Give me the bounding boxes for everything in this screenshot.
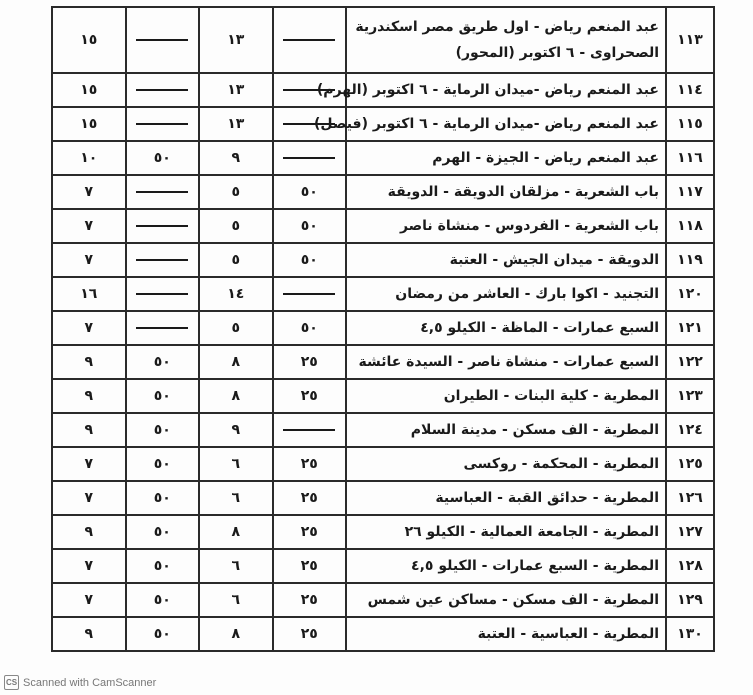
- fare-table: [51, 6, 715, 652]
- dash-mark: [136, 39, 188, 41]
- fare-cell-3-text: ٥٠: [153, 592, 171, 608]
- route-path-cell: [346, 447, 666, 481]
- table-row: [52, 481, 714, 515]
- dash-mark: [136, 123, 188, 125]
- fare-cell-3: [126, 345, 200, 379]
- route-path-cell: [346, 141, 666, 175]
- fare-cell-2: [199, 379, 273, 413]
- fare-cell-4-text: ٩: [84, 524, 94, 540]
- table-row: [52, 413, 714, 447]
- table-row: [52, 447, 714, 481]
- fare-cell-2-text: ٦: [231, 490, 241, 506]
- route-path-cell-text: المطرية - السبع عمارات - الكيلو ٤,٥: [411, 558, 659, 574]
- fare-cell-2-text: ٥: [231, 252, 241, 268]
- fare-cell-1: [273, 549, 347, 583]
- route-number-cell-text: ١٢٦: [677, 490, 703, 506]
- table-row: [52, 549, 714, 583]
- fare-cell-4-text: ٩: [84, 354, 94, 370]
- route-number-cell: [666, 107, 714, 141]
- fare-cell-2-text: ١٤: [227, 286, 245, 302]
- fare-cell-1: [273, 379, 347, 413]
- fare-cell-2-text: ٥: [231, 320, 241, 336]
- route-number-cell: [666, 413, 714, 447]
- route-number-cell-text: ١١٤: [677, 82, 703, 98]
- table-row: [52, 583, 714, 617]
- route-path-cell-text: المطرية - الف مسكن - مدينة السلام: [410, 422, 659, 438]
- fare-cell-4: [52, 311, 126, 345]
- route-path-cell-text: باب الشعرية - الفردوس - منشاة ناصر: [399, 218, 659, 234]
- table-row: [52, 345, 714, 379]
- route-path-cell-text: المطرية - كلية البنات - الطيران: [443, 388, 659, 404]
- route-path-cell: [346, 549, 666, 583]
- fare-cell-2: [199, 73, 273, 107]
- fare-cell-1: [273, 141, 347, 175]
- fare-cell-3: [126, 311, 200, 345]
- route-number-cell: [666, 141, 714, 175]
- fare-cell-1: [273, 345, 347, 379]
- fare-cell-2-text: ٩: [231, 150, 241, 166]
- fare-cell-4: [52, 141, 126, 175]
- route-path-cell-text: باب الشعرية - مزلقان الدويقة - الدويقة: [387, 184, 659, 200]
- fare-cell-2-text: ١٣: [227, 32, 245, 48]
- fare-cell-4-text: ١٥: [80, 116, 98, 132]
- table-row: [52, 277, 714, 311]
- fare-cell-4-text: ٧: [84, 218, 94, 234]
- table-row: [52, 379, 714, 413]
- fare-cell-2: [199, 277, 273, 311]
- table-row: [52, 243, 714, 277]
- fare-cell-2-text: ١٣: [227, 82, 245, 98]
- fare-cell-3: [126, 277, 200, 311]
- fare-cell-1-text: ٥٠: [300, 218, 318, 234]
- fare-cell-4-text: ١٠: [80, 150, 98, 166]
- scanner-watermark: [4, 675, 156, 690]
- fare-cell-2: [199, 583, 273, 617]
- route-path-cell: [346, 379, 666, 413]
- fare-cell-1: [273, 73, 347, 107]
- fare-cell-4: [52, 277, 126, 311]
- route-number-cell: [666, 7, 714, 73]
- fare-cell-4: [52, 209, 126, 243]
- table-row: [52, 515, 714, 549]
- fare-cell-3-text: ٥٠: [153, 524, 171, 540]
- fare-cell-4-text: ١٥: [80, 82, 98, 98]
- fare-cell-2: [199, 7, 273, 73]
- route-path-cell: [346, 7, 666, 73]
- fare-cell-4-text: ٩: [84, 388, 94, 404]
- route-path-cell-text: السبع عمارات - منشاة ناصر - السيدة عائشة: [358, 354, 659, 370]
- route-number-cell-text: ١٢٠: [677, 286, 703, 302]
- fare-cell-3: [126, 379, 200, 413]
- route-path-cell: [346, 311, 666, 345]
- fare-cell-1-text: ٥٠: [300, 320, 318, 336]
- fare-cell-1: [273, 277, 347, 311]
- fare-cell-4-text: ٧: [84, 456, 94, 472]
- fare-cell-3: [126, 7, 200, 73]
- dash-mark: [283, 39, 335, 41]
- route-number-cell: [666, 175, 714, 209]
- fare-cell-1-text: ٢٥: [300, 490, 318, 506]
- fare-cell-4: [52, 243, 126, 277]
- fare-cell-2: [199, 481, 273, 515]
- fare-cell-1-text: ٢٥: [300, 558, 318, 574]
- fare-cell-2: [199, 515, 273, 549]
- fare-cell-4: [52, 107, 126, 141]
- fare-cell-4-text: ٧: [84, 320, 94, 336]
- fare-cell-2: [199, 413, 273, 447]
- route-path-cell-text: المطرية - الجامعة العمالية - الكيلو ٢٦: [404, 524, 659, 540]
- route-number-cell-text: ١٢١: [677, 320, 703, 336]
- fare-cell-3: [126, 413, 200, 447]
- route-number-cell: [666, 617, 714, 651]
- fare-cell-4: [52, 7, 126, 73]
- fare-cell-4: [52, 379, 126, 413]
- fare-cell-2-text: ٨: [231, 524, 241, 540]
- fare-cell-2: [199, 175, 273, 209]
- fare-cell-4-text: ٩: [84, 422, 94, 438]
- route-number-cell: [666, 447, 714, 481]
- fare-cell-3: [126, 549, 200, 583]
- fare-cell-4: [52, 175, 126, 209]
- fare-cell-4-text: ١٦: [80, 286, 98, 302]
- route-path-cell: [346, 413, 666, 447]
- dash-mark: [283, 293, 335, 295]
- fare-cell-2-text: ٨: [231, 388, 241, 404]
- route-number-cell-text: ١١٨: [677, 218, 703, 234]
- route-path-cell: [346, 617, 666, 651]
- route-number-cell: [666, 583, 714, 617]
- table-row: [52, 107, 714, 141]
- route-number-cell-text: ١٢٢: [677, 354, 703, 370]
- fare-cell-2-text: ٦: [231, 558, 241, 574]
- route-path-cell-text: السبع عمارات - الماظة - الكيلو ٤,٥: [420, 320, 659, 336]
- fare-cell-3-text: ٥٠: [153, 456, 171, 472]
- route-path-cell: [346, 515, 666, 549]
- fare-cell-4: [52, 515, 126, 549]
- fare-cell-1: [273, 413, 347, 447]
- fare-cell-1: [273, 447, 347, 481]
- route-number-cell-text: ١٢٣: [677, 388, 703, 404]
- route-number-cell-text: ١١٣: [677, 32, 703, 48]
- fare-cell-3: [126, 515, 200, 549]
- fare-cell-2-text: ٦: [231, 456, 241, 472]
- fare-cell-4: [52, 583, 126, 617]
- fare-cell-4: [52, 345, 126, 379]
- route-number-cell: [666, 345, 714, 379]
- fare-cell-2: [199, 107, 273, 141]
- fare-cell-3: [126, 209, 200, 243]
- fare-cell-4-text: ٧: [84, 592, 94, 608]
- fare-table-body: [52, 7, 714, 651]
- route-number-cell-text: ١٣٠: [677, 626, 703, 642]
- fare-cell-2-text: ٥: [231, 184, 241, 200]
- dash-mark: [283, 89, 335, 91]
- fare-cell-1-text: ٢٥: [300, 354, 318, 370]
- fare-cell-2-text: ٩: [231, 422, 241, 438]
- fare-cell-4-text: ٧: [84, 490, 94, 506]
- route-path-cell-text: عبد المنعم رياض -ميدان الرماية - ٦ اكتوبر (الهرم): [316, 82, 659, 98]
- fare-cell-1-text: ٥٠: [300, 252, 318, 268]
- route-path-cell: [346, 243, 666, 277]
- route-number-cell: [666, 73, 714, 107]
- dash-mark: [283, 157, 335, 159]
- route-number-cell-text: ١١٦: [677, 150, 703, 166]
- fare-cell-3: [126, 583, 200, 617]
- fare-cell-4: [52, 481, 126, 515]
- fare-cell-4: [52, 617, 126, 651]
- route-path-cell: [346, 209, 666, 243]
- camscanner-logo-icon: CS: [4, 675, 19, 690]
- dash-mark: [136, 259, 188, 261]
- fare-cell-1-text: ٢٥: [300, 626, 318, 642]
- fare-cell-2-text: ٦: [231, 592, 241, 608]
- fare-cell-3-text: ٥٠: [153, 422, 171, 438]
- fare-cell-1: [273, 583, 347, 617]
- fare-cell-2-text: ١٣: [227, 116, 245, 132]
- fare-cell-4-text: ٧: [84, 252, 94, 268]
- fare-cell-3: [126, 73, 200, 107]
- route-path-cell-text: الدويقة - ميدان الجيش - العتبة: [449, 252, 659, 268]
- route-number-cell: [666, 515, 714, 549]
- fare-cell-3-text: ٥٠: [153, 490, 171, 506]
- route-number-cell: [666, 481, 714, 515]
- fare-cell-1: [273, 107, 347, 141]
- fare-cell-1-text: ٢٥: [300, 388, 318, 404]
- fare-cell-1: [273, 7, 347, 73]
- fare-cell-2: [199, 141, 273, 175]
- fare-cell-4: [52, 413, 126, 447]
- route-number-cell: [666, 277, 714, 311]
- route-number-cell: [666, 549, 714, 583]
- fare-cell-3: [126, 617, 200, 651]
- fare-cell-4-text: ٧: [84, 558, 94, 574]
- route-path-cell-text: عبد المنعم رياض - اول طريق مصر اسكندرية الصحراوى - ٦ اكتوبر (المحور): [355, 19, 659, 61]
- dash-mark: [136, 225, 188, 227]
- fare-cell-1-text: ٥٠: [300, 184, 318, 200]
- route-number-cell-text: ١١٩: [677, 252, 703, 268]
- fare-cell-3-text: ٥٠: [153, 558, 171, 574]
- fare-cell-2: [199, 209, 273, 243]
- route-number-cell-text: ١١٥: [677, 116, 703, 132]
- fare-cell-2-text: ٨: [231, 626, 241, 642]
- table-row: [52, 175, 714, 209]
- fare-cell-1: [273, 311, 347, 345]
- fare-cell-4-text: ١٥: [80, 32, 98, 48]
- table-row: [52, 141, 714, 175]
- fare-cell-3: [126, 447, 200, 481]
- route-path-cell: [346, 583, 666, 617]
- fare-cell-4: [52, 447, 126, 481]
- route-number-cell-text: ١١٧: [677, 184, 703, 200]
- route-path-cell-text: المطرية - الف مسكن - مساكن عين شمس: [367, 592, 659, 608]
- fare-cell-1: [273, 243, 347, 277]
- fare-cell-1: [273, 209, 347, 243]
- table-row: [52, 7, 714, 73]
- route-path-cell-text: المطرية - حدائق القبة - العباسية: [435, 490, 659, 506]
- dash-mark: [136, 327, 188, 329]
- route-path-cell: [346, 277, 666, 311]
- fare-cell-1-text: ٢٥: [300, 456, 318, 472]
- fare-cell-3: [126, 481, 200, 515]
- route-path-cell-text: المطرية - المحكمة - روكسى: [463, 456, 659, 472]
- fare-cell-3: [126, 141, 200, 175]
- fare-cell-1: [273, 481, 347, 515]
- route-number-cell: [666, 209, 714, 243]
- route-path-cell: [346, 175, 666, 209]
- route-path-cell: [314, 107, 666, 141]
- fare-cell-4: [52, 549, 126, 583]
- route-path-cell-text: عبد المنعم رياض - الجيزة - الهرم: [432, 150, 659, 166]
- fare-cell-3: [126, 243, 200, 277]
- route-number-cell-text: ١٢٤: [677, 422, 703, 438]
- fare-cell-3: [126, 175, 200, 209]
- fare-cell-3: [126, 107, 200, 141]
- fare-cell-2: [199, 549, 273, 583]
- dash-mark: [136, 89, 188, 91]
- route-number-cell: [666, 311, 714, 345]
- fare-cell-4: [52, 73, 126, 107]
- fare-cell-3-text: ٥٠: [153, 626, 171, 642]
- fare-cell-1-text: ٢٥: [300, 524, 318, 540]
- table-row: [52, 73, 714, 107]
- dash-mark: [136, 191, 188, 193]
- fare-cell-2: [199, 447, 273, 481]
- table-row: [52, 311, 714, 345]
- route-path-cell: [346, 481, 666, 515]
- fare-cell-3-text: ٥٠: [153, 354, 171, 370]
- fare-cell-2-text: ٥: [231, 218, 241, 234]
- route-path-cell-text: التجنيد - اكوا بارك - العاشر من رمضان: [395, 286, 659, 302]
- table-row: [52, 209, 714, 243]
- dash-mark: [136, 293, 188, 295]
- fare-cell-1: [273, 175, 347, 209]
- fare-cell-2: [199, 345, 273, 379]
- table-row: [52, 617, 714, 651]
- fare-cell-2: [199, 243, 273, 277]
- dash-mark: [283, 123, 335, 125]
- fare-cell-2-text: ٨: [231, 354, 241, 370]
- route-path-cell-text: المطرية - العباسية - العتبة: [477, 626, 659, 642]
- route-number-cell: [666, 243, 714, 277]
- route-number-cell-text: ١٢٩: [677, 592, 703, 608]
- fare-cell-3-text: ٥٠: [153, 150, 171, 166]
- route-path-cell: [316, 73, 666, 107]
- watermark-caption: Scanned with CamScanner: [23, 676, 157, 689]
- fare-cell-2: [199, 311, 273, 345]
- fare-cell-4-text: ٩: [84, 626, 94, 642]
- fare-cell-3-text: ٥٠: [153, 388, 171, 404]
- route-number-cell-text: ١٢٧: [677, 524, 703, 540]
- fare-cell-1-text: ٢٥: [300, 592, 318, 608]
- route-path-cell: [346, 345, 666, 379]
- route-number-cell-text: ١٢٨: [677, 558, 703, 574]
- fare-cell-1: [273, 515, 347, 549]
- dash-mark: [283, 429, 335, 431]
- route-number-cell-text: ١٢٥: [677, 456, 703, 472]
- route-number-cell: [666, 379, 714, 413]
- fare-cell-1: [273, 617, 347, 651]
- fare-cell-2: [199, 617, 273, 651]
- fare-cell-4-text: ٧: [84, 184, 94, 200]
- route-path-cell-text: عبد المنعم رياض -ميدان الرماية - ٦ اكتوبر (فيصل): [314, 116, 659, 132]
